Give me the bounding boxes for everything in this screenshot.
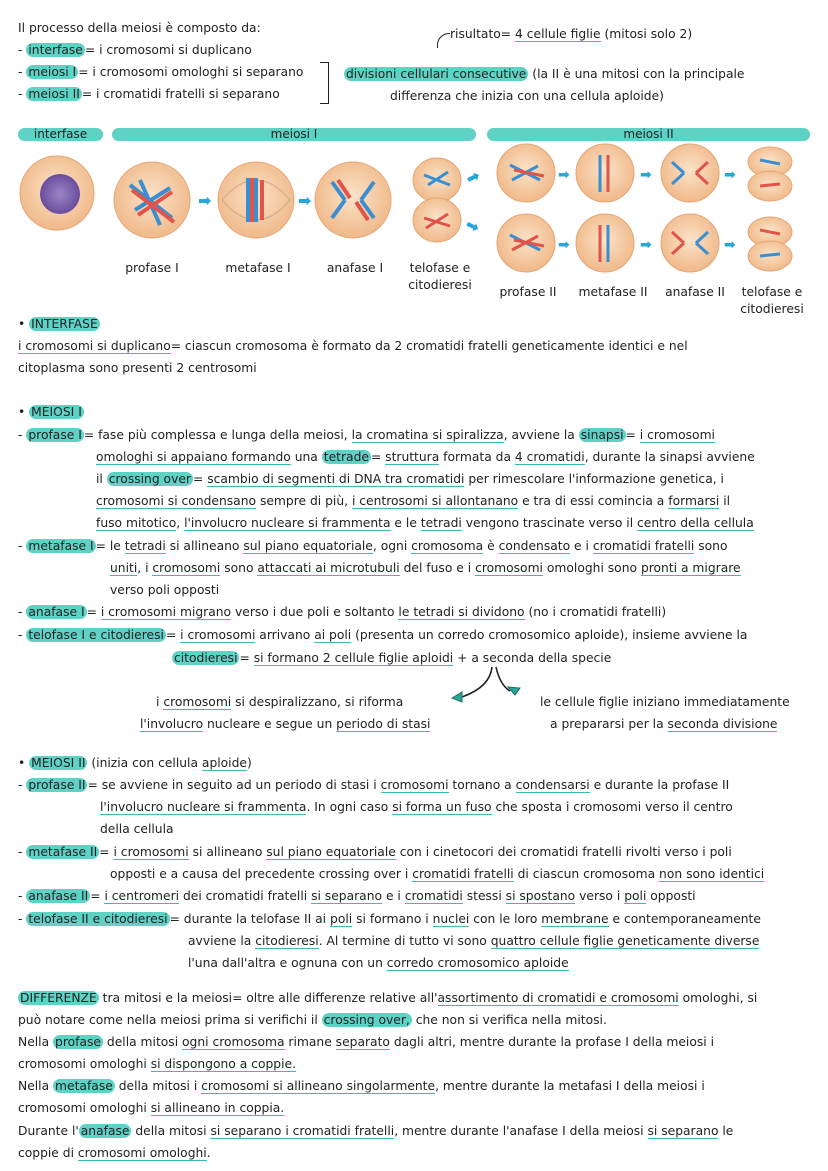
cell-telofase-2-top [748,147,792,201]
underline: tetradi [124,539,166,553]
text: stessi [462,889,506,903]
text: - [18,65,27,79]
text: differenza che inizia con una cellula aploide) [390,89,664,103]
underline: tetradi [420,516,462,530]
text: (mitosi solo 2) [600,27,693,41]
text: Nella [18,1079,54,1093]
cell-metafase-1 [218,162,294,238]
underline: la cromatina si spiralizza [351,428,504,442]
bracket [320,62,329,104]
text: opposti e a causa del precedente crossing over i [110,867,413,881]
text: , mentre durante la metafasi I della meiosi i [435,1079,705,1093]
highlight-meiosi-2: meiosi II [28,87,80,101]
section-interfase-title [18,316,100,332]
underline: si separano [311,889,383,903]
highlight-meiosi-1-title: MEIOSI I [31,405,82,419]
bullet: • [18,405,30,419]
text: nucleare e segue un [203,717,337,731]
caption-metafase-1: metafase I [225,261,291,275]
branch-right-line-1 [540,694,790,710]
text: , avviene la [503,428,579,442]
text: = [192,472,208,486]
meiosi2-profase-line-2 [100,799,733,815]
meiosi1-anafase-line: - anafase I = i cromosomi migrano verso i due poli e soltanto le tetradi si dividono (no i cromatidi fratelli) [18,605,667,619]
underline: cromatidi [404,889,463,903]
text: e contemporaneamente [608,912,761,926]
meiosi1-profase-line-3 [96,471,724,487]
meiosi2-profase-line-1: - profase II = se avviene in seguito ad un periodo di stasi i cromosomi tornano a condensarsi e durante la profase II [18,778,730,792]
meiosi1-metafase-line-2 [110,560,741,576]
cell-anafase-2-top [661,144,719,202]
underline: 4 cromatidi [514,450,585,464]
underline: i cromosomi [639,428,715,442]
underline: i cromosomi si duplicano [18,339,171,353]
caption-anafase-1: anafase I [326,261,384,275]
text: = i cromatidi fratelli si separano [81,87,280,101]
underline: le tetradi si dividono [398,605,525,619]
meiosi1-profase-line-4 [96,493,730,509]
text: del fuso e i [399,561,476,575]
svg-text:➡: ➡ [724,167,736,183]
underline: periodo di stasi [336,717,431,731]
meiosi2-anafase-line: - anafase II = i centromeri dei cromatidi fratelli si separano e i cromatidi stessi si spostano verso i poli opposti [18,889,696,903]
text: si allineano [165,539,244,553]
cell-anafase-1 [315,162,391,238]
underline: centro della cellula [637,516,754,530]
text: Nella [18,1035,54,1049]
text: l'una dall'altra e ognuna con un [188,956,387,970]
svg-text:➡: ➡ [298,191,312,210]
highlight: anafase [80,1124,130,1138]
highlight-interfase-title: INTERFASE [31,317,98,331]
caption-telofase-2: telofase e citodieresi [740,285,804,316]
underline: attaccati ai microtubuli [257,561,400,575]
underline: i cromosomi [180,628,256,642]
meiosi1-telofase-line-1: - telofase I e citodieresi = i cromosomi arrivano ai poli (presenta un corredo cromosomico aploide), insieme avviene la [18,628,748,642]
text: dagli altri, mentre durante la profase I della meiosi i [389,1035,715,1049]
differenze-line-1 [18,990,757,1006]
text: = le [95,539,125,553]
underline: l'involucro [140,717,204,731]
text: sono [694,539,728,553]
underline: non sono identici [659,867,765,881]
text: con i cinetocori dei cromatidi fratelli rivolti verso i poli [395,845,732,859]
highlight: telofase I e citodieresi [28,628,164,642]
text: i [156,695,164,709]
highlight: anafase I [28,605,85,619]
text: opposti [646,889,696,903]
meiosi1-telofase-line-2 [172,650,611,666]
text: (inizia con cellula [87,756,202,770]
underline: formarsi [668,494,720,508]
text: il [96,472,107,486]
text: a prepararsi per la [550,717,668,731]
text: le cellule figlie iniziano immediatamente [540,695,790,709]
branch-left-line-1 [156,694,403,710]
svg-text:➡: ➡ [462,165,484,189]
highlight-differenze: DIFFERENZE [20,991,97,1005]
highlight-divisions: divisioni cellulari consecutive [346,67,527,81]
caption-anafase-2: anafase II [665,285,725,299]
underline: fuso mitotico [96,516,177,530]
highlight-meiosi-2-title: MEIOSI II [31,756,86,770]
text: si despiralizzano, si riforma [231,695,404,709]
branch-arrows [440,665,530,705]
highlight: metafase II [28,845,98,859]
cell-profase-2-bottom [497,214,555,272]
cell-profase-2-top [497,144,555,202]
text: e i [570,539,593,553]
text: e durante la profase II [589,778,730,792]
intro-line-1 [18,20,261,36]
highlight-interfase: interfase [28,43,83,57]
highlight: sinapsi [580,428,624,442]
caption-metafase-2: metafase II [578,285,648,299]
text: arrivano [255,628,315,642]
text: che non si verifica nella mitosi. [411,1013,607,1027]
text: è [483,539,499,553]
text: Durante l' [18,1124,79,1138]
svg-text:➡: ➡ [558,167,570,183]
text: ) [246,756,252,770]
interfase-line-2 [18,360,257,376]
bar-meiosi-1: meiosi I [112,128,476,141]
intro-line-4 [18,86,280,102]
meiosi2-metafase-line-2 [110,866,764,882]
meiosi1-profase-line-1: - profase I = fase più complessa e lunga della meiosi, la cromatina si spiralizza, avviene la sinapsi = i cromosomi [18,428,715,442]
differenze-line-8 [18,1145,211,1161]
divisions-line-1 [344,66,745,82]
caption-profase-2: profase II [499,285,557,299]
underline: cromosomi [152,561,221,575]
bar-interfase: interfase [18,128,103,141]
text: = [165,628,181,642]
underline: poli [624,889,647,903]
underline: poli [330,912,353,926]
underline: si separano [647,1124,719,1138]
text: una [290,450,322,464]
underline: cromosomi si condensano [96,494,257,508]
text: le [718,1124,734,1138]
text: = i cromosomi omologhi si separano [78,65,304,79]
text: si formano i [352,912,433,926]
highlight: metafase I [28,539,94,553]
svg-text:➡: ➡ [640,167,652,183]
text: , ogni [372,539,412,553]
underline: scambio di segmenti di DNA tra cromatidi [207,472,465,486]
meiosi2-telofase-line-3 [188,955,569,971]
underline: i centrosomi si allontanano [351,494,519,508]
underline: sul piano equatoriale [266,845,396,859]
underline: cromosomi [380,778,449,792]
highlight: crossing over, [323,1013,410,1027]
text: = durante la telofase II ai [169,912,331,926]
underline: cromosoma [411,539,484,553]
underline: si dispongono a coppie. [150,1057,296,1071]
cell-anafase-2-bottom [661,214,719,272]
underline: cromatidi fratelli [592,539,695,553]
bullet: • [18,756,30,770]
text: = se avviene in seguito ad un periodo di stasi i [87,778,381,792]
underline: ai poli [314,628,352,642]
intro-text: Il processo della meiosi è composto da: [18,21,261,35]
highlight: citodieresi [174,651,238,665]
svg-text:➡: ➡ [558,237,570,253]
meiosi2-telofase-line-2 [188,933,759,949]
underline: omologhi si appaiano formando [96,450,291,464]
cell-metafase-2-top [576,144,634,202]
underline: cromatidi fratelli [412,867,514,881]
text: . In ogni caso [306,800,393,814]
text: + a seconda della specie [453,651,612,665]
text: dei cromatidi fratelli [179,889,312,903]
meiosi1-profase-line-5 [96,515,754,531]
cell-telofase-1 [413,158,461,242]
text: coppie di [18,1146,78,1160]
underline: si separano i cromatidi fratelli [210,1124,395,1138]
meiosi2-metafase-line-1: - metafase II = i cromosomi si allineano sul piano equatoriale con i cinetocori dei cromatidi fratelli rivolti verso i poli [18,845,732,859]
svg-text:➡: ➡ [640,237,652,253]
text: formata da [439,450,515,464]
underline: cromosomi si allineano singolarmente [201,1079,436,1093]
text: vengono trascinate verso il [461,516,638,530]
cell-profase-1 [114,162,190,238]
underline: pronti a migrare [640,561,741,575]
meiosi2-profase-line-3 [100,821,174,837]
divisions-line-2 [390,88,664,104]
meiosi1-profase-line-2 [96,449,755,465]
highlight: profase I [28,428,82,442]
meiosi2-telofase-line-1: - telofase II e citodieresi = durante la telofase II ai poli si formano i nuclei con le loro membrane e contemporaneamente [18,912,761,926]
text: della mitosi i [114,1079,202,1093]
underline: aploide [201,756,247,770]
underline: uniti [110,561,138,575]
differenze-line-7 [18,1123,733,1139]
highlight: profase [55,1035,101,1049]
underline: nuclei [432,912,470,926]
text: , i [137,561,153,575]
text: sono [220,561,258,575]
svg-text:➡: ➡ [724,237,736,253]
text: rimane [284,1035,336,1049]
branch-right-line-2 [550,716,777,732]
text: omologhi, si [678,991,758,1005]
text: per rimescolare l'informazione genetica, i [464,472,724,486]
section-meiosi-1-title [18,404,84,420]
interfase-line-1 [18,338,688,354]
highlight: crossing over [108,472,191,486]
underline: cromosomi [475,561,543,575]
text: - [18,43,27,57]
text: della mitosi [103,1035,183,1049]
differenze-line-2 [18,1012,607,1028]
intro-line-2 [18,42,252,58]
result-line [450,26,692,42]
differenze-line-5 [18,1078,705,1094]
differenze-line-3 [18,1034,714,1050]
cell-interfase [20,156,94,230]
underline: corredo cromosomico aploide [386,956,569,970]
text: = [90,889,105,903]
bullet: • [18,317,30,331]
meiosi1-metafase-line-1: - metafase I = le tetradi si allineano sul piano equatoriale, ogni cromosoma è condensato e i cromatidi fratelli sono [18,539,728,553]
text: della cellula [100,822,174,836]
differenze-line-4 [18,1056,296,1072]
intro-line-3 [18,64,303,80]
underline: membrane [541,912,609,926]
text: può notare come nella meiosi prima si verifichi il [18,1013,322,1027]
bar-meiosi-2: meiosi II [487,128,810,141]
underline: condensato [498,539,571,553]
text: omologhi sono [542,561,641,575]
text: verso poli opposti [110,583,220,597]
underline: si spostano [505,889,576,903]
text: cromosomi omologhi [18,1101,151,1115]
underline: si forma un fuso [392,800,492,814]
meiosi1-metafase-line-3 [110,582,219,598]
text: , [176,516,185,530]
underline: i cromosomi [113,845,189,859]
text: . [206,1146,211,1160]
underline: seconda divisione [667,717,778,731]
text: (no i cromatidi fratelli) [524,605,667,619]
text: risultato= [450,27,516,41]
svg-text:➡: ➡ [198,191,212,210]
text: della mitosi [131,1124,211,1138]
underline: quattro cellule figlie geneticamente diverse [490,934,760,948]
text: il [719,494,731,508]
text: , mentre durante l'anafase I della meiosi [394,1124,648,1138]
text: verso i [575,889,625,903]
underline: i centromeri [104,889,180,903]
text: = i cromosomi si duplicano [84,43,252,57]
text: (presenta un corredo cromosomico aploide), insieme avviene la [351,628,748,642]
text: verso i due poli e soltanto [231,605,399,619]
result-connector [437,33,450,48]
underline: i cromosomi migrano [100,605,232,619]
caption-telofase-1: telofase e citodieresi [408,261,472,292]
text: cromosomi omologhi [18,1057,151,1071]
differenze-line-6 [18,1100,284,1116]
text: si allineano [188,845,267,859]
text: tornano a [448,778,516,792]
text: = [99,845,114,859]
highlight: profase II [28,778,86,792]
text: - [18,87,27,101]
highlight: metafase [55,1079,113,1093]
text: = [625,428,640,442]
text: e le [390,516,421,530]
meiosis-diagram [0,140,828,275]
text: di ciascun cromosoma [513,867,660,881]
cell-telofase-2-bottom [748,217,792,271]
underline: cromosomi omologhi [77,1146,207,1160]
text: (la II è una mitosi con la principale [528,67,745,81]
highlight: tetrade [323,450,369,464]
underline: separato [335,1035,390,1049]
underline: citodieresi [255,934,319,948]
text: con le loro [469,912,542,926]
underline: 4 cellule figlie [515,27,601,41]
underline: si allineano in coppia. [150,1101,285,1115]
text: = [239,651,254,665]
underline: condensarsi [515,778,590,792]
underline: ogni cromosoma [182,1035,285,1049]
highlight: telofase II e citodieresi [28,912,168,926]
text: = fase più complessa e lunga della meiosi, [83,428,352,442]
caption-profase-1: profase I [125,261,179,275]
text: che sposta i cromosomi verso il centro [491,800,733,814]
text: sempre di più, [256,494,352,508]
branch-left-line-2 [140,716,430,732]
text: e i [382,889,405,903]
text: tra mitosi e la meiosi= oltre alle differenze relative all' [98,991,438,1005]
underline: si formano 2 cellule figlie aploidi [253,651,454,665]
text: = [370,450,386,464]
underline: l'involucro nucleare si frammenta [100,800,307,814]
text: , durante la sinapsi avviene [584,450,755,464]
underline: l'involucro nucleare si frammenta [184,516,391,530]
text: = ciascun cromosoma è formato da 2 cromatidi fratelli geneticamente identici e nel [170,339,688,353]
underline: struttura [385,450,440,464]
text: = [86,605,101,619]
highlight-meiosi-1: meiosi I [28,65,77,79]
text: avviene la [188,934,256,948]
underline: sul piano equatoriale [243,539,373,553]
text: e tra di essi comincia a [518,494,669,508]
highlight: anafase II [28,889,89,903]
section-meiosi-2-title [18,755,252,771]
text: citoplasma sono presenti 2 centrosomi [18,361,257,375]
underline: assortimento di cromatidi e cromosomi [437,991,679,1005]
svg-text:➡: ➡ [462,214,483,238]
cell-metafase-2-bottom [576,214,634,272]
text: . Al termine di tutto vi sono [318,934,491,948]
underline: cromosomi [163,695,232,709]
